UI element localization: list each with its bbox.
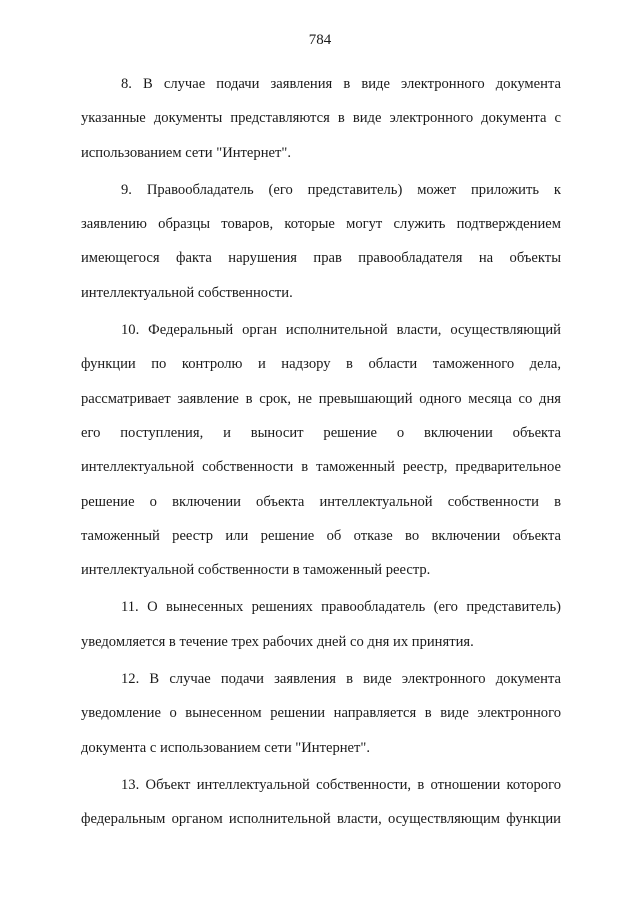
document-body <box>81 67 561 840</box>
paragraph-line: интеллектуальной собственности в таможенный реестр, предварительное <box>81 459 561 476</box>
paragraph-11 <box>81 590 561 659</box>
paragraph-line: 12. В случае подачи заявления в виде электронного документа <box>121 671 561 688</box>
paragraph-line: таможенный реестр или решение об отказе во включении объекта <box>81 527 561 544</box>
paragraph-line: использованием сети "Интернет". <box>81 144 291 161</box>
paragraph-line: его поступления, и выносит решение о включении объекта <box>81 424 561 441</box>
paragraph-line: заявлению образцы товаров, которые могут служить подтверждением <box>81 216 561 233</box>
paragraph-line: рассматривает заявление в срок, не превышающий одного месяца со дня <box>81 390 561 407</box>
paragraph-12 <box>81 662 561 765</box>
paragraph-line: интеллектуальной собственности. <box>81 284 293 301</box>
paragraph-line: 8. В случае подачи заявления в виде электронного документа <box>121 76 561 92</box>
paragraph-line: 11. О вынесенных решениях правообладатель (его представитель) <box>121 599 561 616</box>
paragraph-line: функции по контролю и надзору в области таможенного дела, <box>81 356 561 373</box>
paragraph-line: указанные документы представляются в виде электронного документа с <box>81 110 561 127</box>
paragraph-line: документа с использованием сети "Интернет". <box>81 739 371 756</box>
paragraph-line: 10. Федеральный орган исполнительной власти, осуществляющий <box>121 322 561 339</box>
paragraph-line: уведомление о вынесенном решении направляется в виде электронного <box>81 705 561 722</box>
paragraph-line: интеллектуальной собственности в таможенный реестр. <box>81 562 431 579</box>
paragraph-line: 9. Правообладатель (его представитель) может приложить к <box>121 181 561 198</box>
page-number: 784 <box>308 32 332 48</box>
paragraph-9 <box>81 173 561 310</box>
paragraph-line: имеющегося факта нарушения прав правообладателя на объекты <box>81 250 561 267</box>
paragraph-line: 13. Объект интеллектуальной собственности, в отношении которого <box>121 776 561 793</box>
paragraph-line: уведомляется в течение трех рабочих дней со дня их принятия. <box>81 633 474 650</box>
paragraph-line: федеральным органом исполнительной власти, осуществляющим функции <box>81 811 561 828</box>
paragraph-8 <box>81 67 561 170</box>
paragraph-10 <box>81 313 561 587</box>
paragraph-line: решение о включении объекта интеллектуальной собственности в <box>81 493 561 510</box>
paragraph-13 <box>81 768 561 837</box>
